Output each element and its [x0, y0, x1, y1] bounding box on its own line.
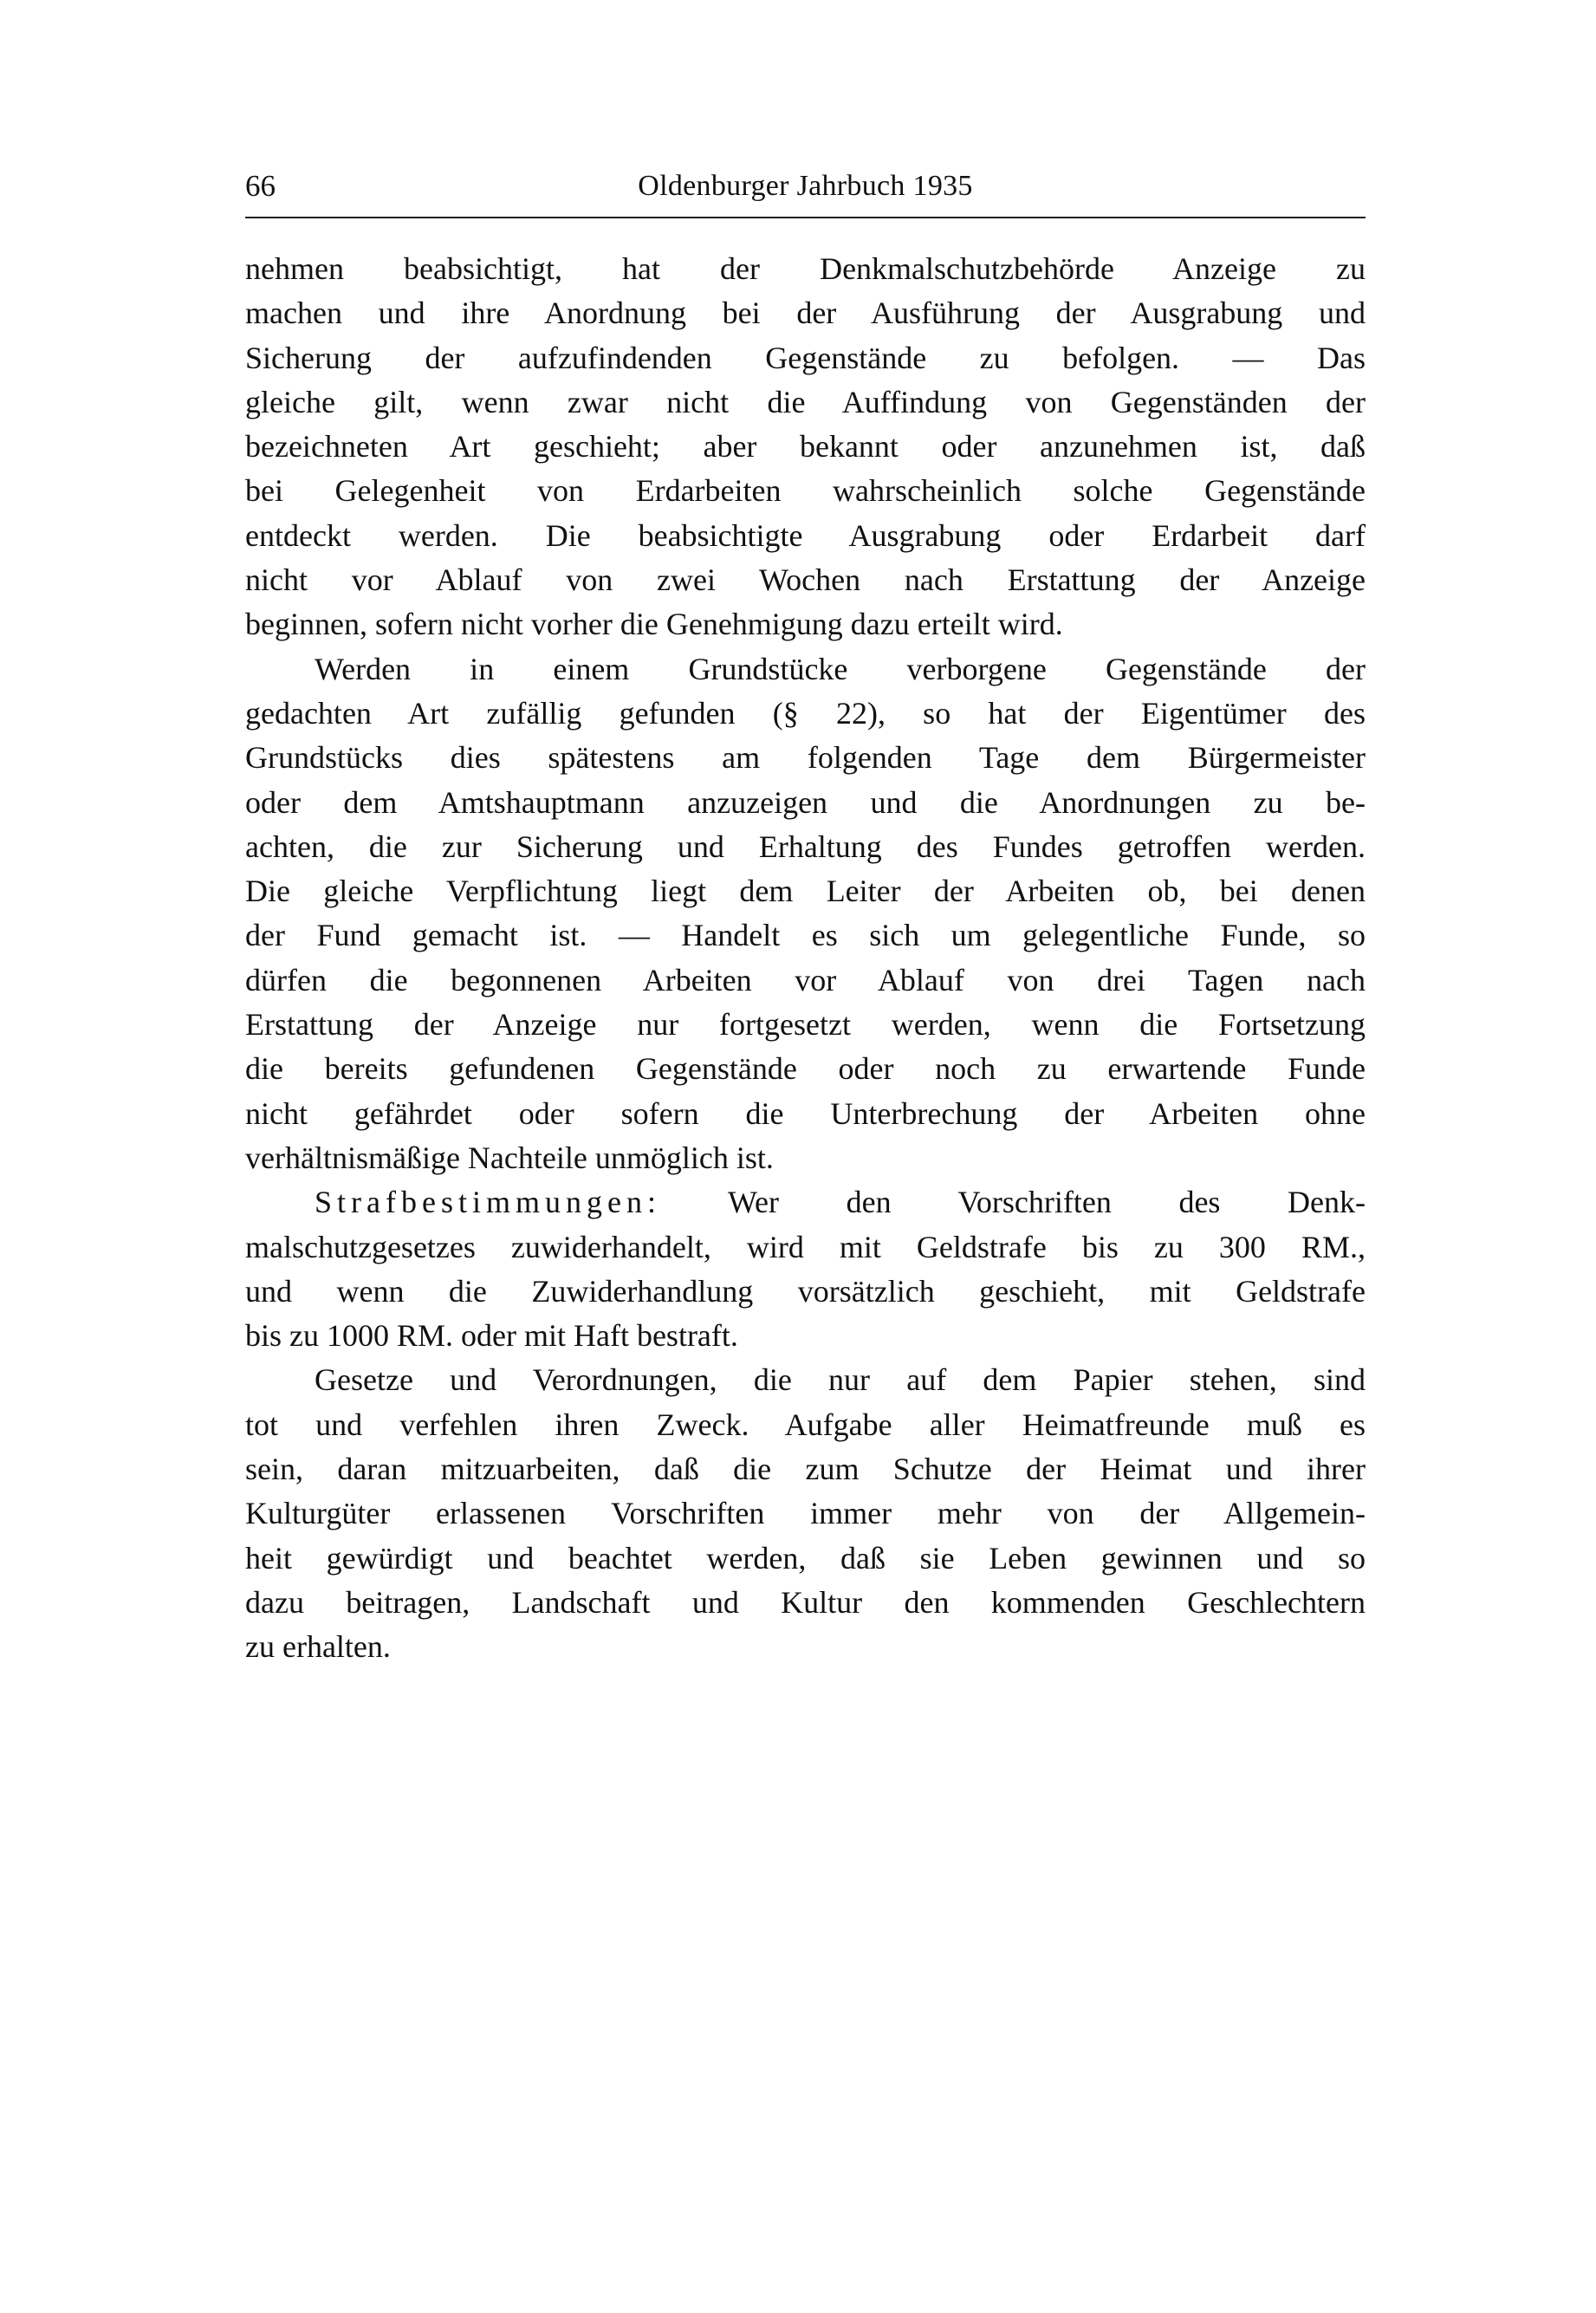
- penalties-lead-in: Strafbestimmungen:: [315, 1185, 661, 1220]
- text-line: und wenn die Zuwiderhandlung vorsätzlich geschieht, mit Geldstrafe: [245, 1273, 1366, 1309]
- penalties-first-line: Wer den Vorschriften des Denk-: [727, 1185, 1366, 1220]
- text-line: machen und ihre Anordnung bei der Ausführung der Ausgrabung und: [245, 296, 1366, 331]
- text-line: dazu beitragen, Landschaft und Kultur den kommenden Geschlechtern: [245, 1584, 1366, 1620]
- body-text: [245, 247, 1366, 1670]
- text-line: achten, die zur Sicherung und Erhaltung des Fundes getroffen werden.: [245, 828, 1366, 864]
- text-line: entdeckt werden. Die beabsichtigte Ausgrabung oder Erdarbeit darf: [245, 517, 1366, 553]
- text-line: gleiche gilt, wenn zwar nicht die Auffindung von Gegenständen der: [245, 384, 1366, 419]
- text-line: bezeichneten Art geschieht; aber bekannt oder anzunehmen ist, daß: [245, 429, 1366, 465]
- paragraph-1: [245, 247, 1366, 647]
- text-line: bis zu 1000 RM. oder mit Haft bestraft.: [245, 1318, 738, 1354]
- page-number: 66: [245, 169, 276, 203]
- text-line: Grundstücks dies spätestens am folgenden Tage dem Bürgermeister: [245, 740, 1366, 776]
- text-line: Die gleiche Verpflichtung liegt dem Leiter der Arbeiten ob, bei denen: [245, 874, 1366, 909]
- paragraph-4: [245, 1358, 1366, 1669]
- text-line: [245, 1180, 1366, 1225]
- text-line: nicht vor Ablauf von zwei Wochen nach Erstattung der Anzeige: [245, 562, 1366, 598]
- text-line: verhältnismäßige Nachteile unmöglich ist.: [245, 1140, 774, 1175]
- text-line: Sicherung der aufzufindenden Gegenstände zu befolgen. — Das: [245, 340, 1366, 375]
- text-line: Werden in einem Grundstücke verborgene Gegenstände der: [315, 651, 1366, 686]
- paragraph-3-penalties: [245, 1180, 1366, 1358]
- text-line: zu erhalten.: [245, 1629, 391, 1665]
- paragraph-2: [245, 647, 1366, 1181]
- text-line: Kulturgüter erlassenen Vorschriften immer mehr von der Allgemein-: [245, 1496, 1366, 1531]
- text-line: heit gewürdigt und beachtet werden, daß sie Leben gewinnen und so: [245, 1540, 1366, 1576]
- text-line: beginnen, sofern nicht vorher die Genehmigung dazu erteilt wird.: [245, 607, 1063, 642]
- page-header: [245, 165, 1366, 218]
- text-line: dürfen die begonnenen Arbeiten vor Ablauf von drei Tagen nach: [245, 962, 1366, 997]
- text-line: der Fund gemacht ist. — Handelt es sich um gelegentliche Funde, so: [245, 918, 1366, 953]
- text-line: oder dem Amtshauptmann anzuzeigen und die Anordnungen zu be-: [245, 784, 1366, 820]
- text-line: Gesetze und Verordnungen, die nur auf dem Papier stehen, sind: [315, 1362, 1366, 1398]
- text-line: Erstattung der Anzeige nur fortgesetzt werden, wenn die Fortsetzung: [245, 1007, 1366, 1043]
- text-line: sein, daran mitzuarbeiten, daß die zum Schutze der Heimat und ihrer: [245, 1452, 1366, 1487]
- text-line: nehmen beabsichtigt, hat der Denkmalschutzbehörde Anzeige zu: [245, 251, 1366, 286]
- text-line: malschutzgesetzes zuwiderhandelt, wird mit Geldstrafe bis zu 300 RM.,: [245, 1229, 1366, 1264]
- running-title: Oldenburger Jahrbuch 1935: [638, 170, 973, 202]
- text-line: gedachten Art zufällig gefunden (§ 22), so hat der Eigentümer des: [245, 695, 1366, 731]
- text-line: bei Gelegenheit von Erdarbeiten wahrscheinlich solche Gegenstände: [245, 473, 1366, 509]
- text-line: die bereits gefundenen Gegenstände oder noch zu erwartende Funde: [245, 1051, 1366, 1087]
- text-line: tot und verfehlen ihren Zweck. Aufgabe aller Heimatfreunde muß es: [245, 1407, 1366, 1442]
- text-line: nicht gefährdet oder sofern die Unterbrechung der Arbeiten ohne: [245, 1095, 1366, 1131]
